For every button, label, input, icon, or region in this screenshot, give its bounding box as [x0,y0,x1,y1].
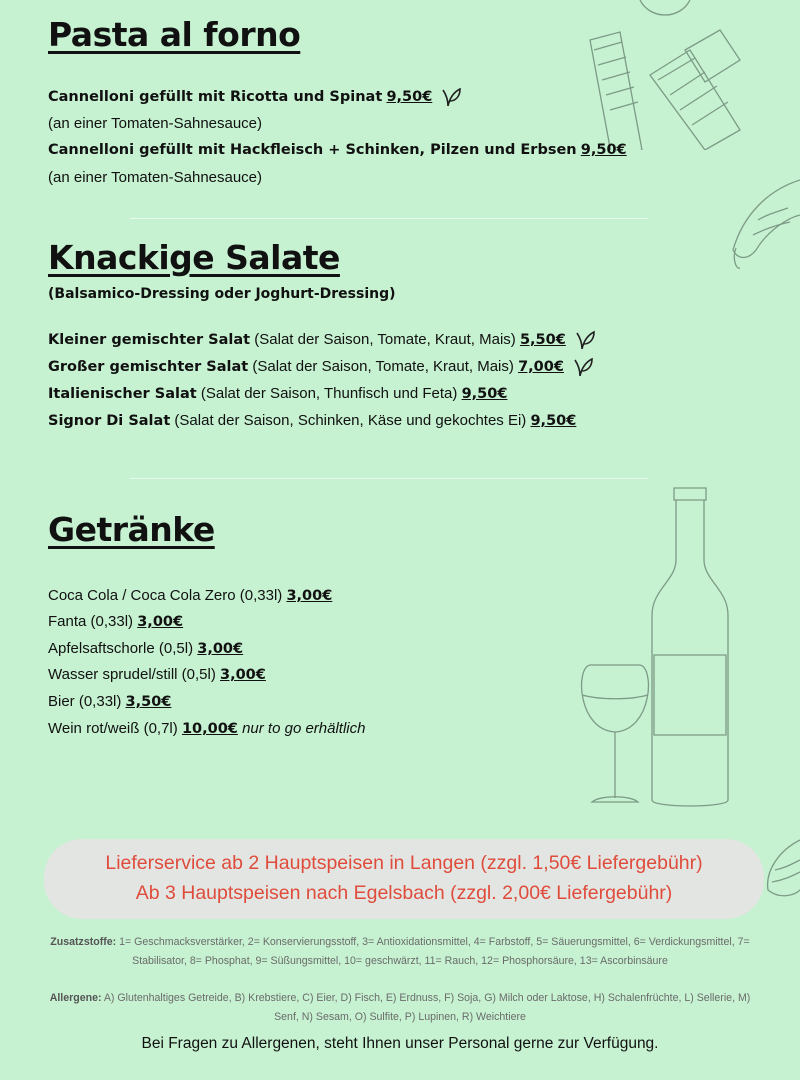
delivery-banner [44,839,764,919]
section-title-getraenke: Getränke [48,510,215,549]
item-name: Kleiner gemischter Salat [48,332,251,348]
allergens-note [40,989,760,1027]
item-price: 3,50€ [125,694,172,710]
item-note: (an einer Tomaten-Sahnesauce) [48,169,263,186]
drink-item [48,692,171,712]
item-name: Bier (0,33l) [48,693,122,710]
section-title-pasta: Pasta al forno [48,15,301,54]
item-name: Großer gemischter Salat [48,359,249,375]
item-name: Italienischer Salat [48,386,197,402]
allergen-question: Bei Fragen zu Allergenen, steht Ihnen unser Personal gerne zur Verfügung. [141,1035,659,1052]
item-name: Cannelloni gefüllt mit Hackfleisch + Schinken, Pilzen und Erbsen [48,142,577,158]
item-price: 3,00€ [137,614,184,630]
item-name: Cannelloni gefüllt mit Ricotta und Spinat [48,89,383,105]
leaf-icon [442,87,462,107]
divider [130,478,648,479]
leaf-icon [574,357,594,377]
drink-item [48,612,183,632]
item-price: 10,00€ [181,721,238,737]
item-price: 9,50€ [580,142,627,158]
pizza-slice-illustration [728,170,800,275]
divider [130,218,648,219]
item-price: 7,00€ [518,359,564,375]
item-price: 3,00€ [286,588,333,604]
item-price: 9,50€ [386,89,433,105]
menu-item [48,357,594,377]
item-name: Apfelsaftschorle (0,5l) [48,640,194,657]
drink-item [48,665,266,685]
additives-text: 1= Geschmacksverstärker, 2= Konservierungsstoff, 3= Antioxidationsmittel, 4= Farbstoff, 5= Säuerungsmittel, 6= Verdickungsmittel, 7= Stabilisator, 8= Phosphat, 9= Süßungsmittel, 10= geschwärzt, 11= Rauch, 12= Phosphorsäure, 13= Ascorbinsäure [119,936,750,967]
leaf-icon [576,330,596,350]
item-price: 3,00€ [197,641,244,657]
item-desc: (Salat der Saison, Tomate, Kraut, Mais) [254,331,516,348]
drink-item [48,719,365,739]
bread-illustration [760,830,800,910]
allergens-text: A) Glutenhaltiges Getreide, B) Krebstiere, C) Eier, D) Fisch, E) Erdnuss, F) Soja, G) Milch oder Laktose, H) Schalenfrüchte, L) Sellerie, M) Senf, N) Sesam, O) Sulfite, P) Lupinen, R) Weichtiere [103,992,751,1023]
additives-note [40,933,760,971]
item-price: 3,00€ [220,667,266,683]
delivery-line-2: Ab 3 Hauptspeisen nach Egelsbach (zzgl. 2,00€ Liefergebühr) [135,882,673,904]
menu-item [48,330,596,350]
item-name: Fanta (0,33l) [48,613,134,630]
pasta-illustration [580,0,800,150]
item-name: Wasser sprudel/still (0,5l) [48,666,216,683]
item-name: Coca Cola / Coca Cola Zero (0,33l) [48,587,283,604]
additives-label: Zusatzstoffe: [50,936,117,948]
section-subtitle: (Balsamico-Dressing oder Joghurt-Dressing) [48,286,396,302]
drink-item [48,639,243,659]
allergens-label: Allergene: [49,992,102,1004]
item-price: 5,50€ [519,332,566,348]
item-note: nur to go erhältlich [242,720,366,737]
drink-item [48,586,332,606]
menu-item [48,87,462,107]
menu-item [48,140,627,160]
item-desc: (Salat der Saison, Schinken, Käse und gekochtes Ei) [174,412,527,429]
item-note: (an einer Tomaten-Sahnesauce) [48,115,263,132]
wine-bottle-illustration [570,480,740,815]
item-price: 9,50€ [461,386,508,402]
item-price: 9,50€ [530,413,577,429]
item-name: Signor Di Salat [48,413,171,429]
section-title-salate: Knackige Salate [48,238,340,277]
menu-item [48,384,507,404]
item-desc: (Salat der Saison, Tomate, Kraut, Mais) [252,358,514,375]
item-desc: (Salat der Saison, Thunfisch und Feta) [200,385,458,402]
menu-item [48,411,576,431]
item-name: Wein rot/weiß (0,7l) [48,720,178,737]
delivery-line-1: Lieferservice ab 2 Hauptspeisen in Langen (zzgl. 1,50€ Liefergebühr) [105,852,703,874]
